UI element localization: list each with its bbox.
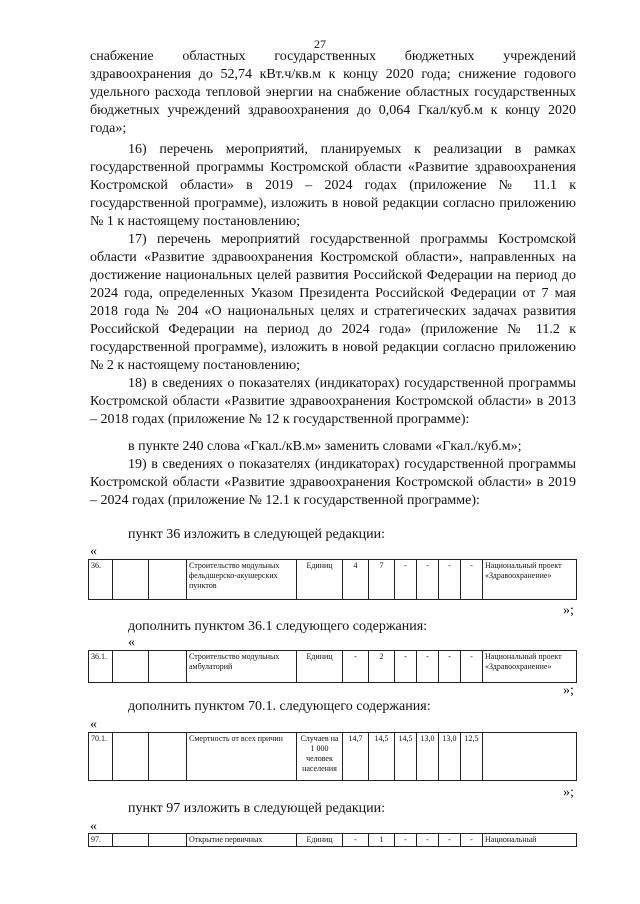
close-quote: »;: [563, 683, 574, 698]
cell-project: Национальный: [483, 834, 577, 847]
instruction-item-36-1: дополнить пунктом 36.1 следующего содержания:: [128, 619, 428, 634]
cell-value: 7: [369, 560, 395, 600]
paragraph-item-17: 17) перечень мероприятий государственной программы Костромской области «Развитие здравоохранения Костромской области», направленных на достижение национальных целей развития Российской Федерации на период до 2024 года, определенных Указом Президента Российской Федерации от 7 мая 2018 года № 204 «О национальных целях и стратегических задачах развития Российской Федерации на период до 2024 года» (приложение № 11.2 к государственной программе), изложить в новой редакции согласно приложению № 2 к настоящему постановлению;: [90, 232, 576, 373]
cell-empty: [113, 733, 149, 781]
cell-empty: [149, 834, 187, 847]
page-number: 27: [314, 37, 326, 51]
cell-project: [483, 733, 577, 781]
cell-value: -: [395, 651, 417, 683]
cell-number: 70.1.: [89, 733, 113, 781]
cell-number: 36.1.: [89, 651, 113, 683]
cell-value: 14,5: [395, 733, 417, 781]
close-quote: »;: [563, 785, 574, 800]
cell-project: Национальный проект «Здравоохранение»: [483, 560, 577, 600]
cell-indicator-name: Смертность от всех причин: [187, 733, 297, 781]
cell-number: 36.: [89, 560, 113, 600]
cell-value: 2: [369, 651, 395, 683]
cell-value: -: [417, 651, 439, 683]
open-quote: «: [90, 819, 97, 834]
cell-value: 14,7: [343, 733, 369, 781]
cell-unit: Единиц: [297, 834, 343, 847]
cell-value: 12,5: [461, 733, 483, 781]
close-quote: »;: [563, 603, 574, 618]
paragraph-item-16: 16) перечень мероприятий, планируемых к реализации в рамках государственной программы Костромской области «Развитие здравоохранения Костромской области» в 2019 – 2024 годах (приложение № 11.1 к государственной программе), изложить в новой редакции согласно приложению № 1 к настоящему постановлению;: [90, 142, 576, 229]
cell-empty: [149, 651, 187, 683]
paragraph-item-18: 18) в сведениях о показателях (индикаторах) государственной программы Костромской области «Развитие здравоохранения Костромской области» в 2013 – 2018 годах (приложение № 12 к государственной программе):: [90, 376, 576, 427]
cell-indicator-name: Строительство модульных фельдшерско-акушерских пунктов: [187, 560, 297, 600]
cell-value: 14,5: [369, 733, 395, 781]
cell-value: -: [417, 560, 439, 600]
cell-indicator-name: Строительство модульных амбулаторий: [187, 651, 297, 683]
cell-empty: [113, 651, 149, 683]
cell-empty: [113, 834, 149, 847]
cell-empty: [149, 733, 187, 781]
open-quote: «: [90, 717, 97, 732]
cell-indicator-name: Открытие первичных: [187, 834, 297, 847]
cell-unit: Случаев на 1 000 человек населения: [297, 733, 343, 781]
cell-value: -: [417, 834, 439, 847]
cell-empty: [113, 560, 149, 600]
cell-value: 4: [343, 560, 369, 600]
cell-value: -: [439, 651, 461, 683]
instruction-item-97: пункт 97 изложить в следующей редакции:: [128, 801, 385, 816]
table-row-70-1: [88, 732, 577, 781]
paragraph-item-18-change: в пункте 240 слова «Гкал./кВ.м» заменить словами «Гкал./куб.м»;: [128, 439, 522, 454]
cell-value: -: [461, 651, 483, 683]
cell-value: -: [461, 560, 483, 600]
cell-value: -: [343, 834, 369, 847]
table-row-36: [88, 559, 577, 600]
open-quote: «: [90, 544, 97, 559]
cell-empty: [149, 560, 187, 600]
paragraph-energy-targets: снабжение областных государственных бюджетных учреждений здравоохранения до 52,74 кВт.ч/кв.м к концу 2020 года; снижение годового удельного расхода тепловой энергии на снабжение областных государственных бюджетных учреждений здравоохранения до 0,064 Гкал/куб.м к концу 2020 года»;: [90, 49, 576, 136]
cell-value: 13,0: [417, 733, 439, 781]
instruction-item-70-1: дополнить пунктом 70.1. следующего содержания:: [128, 699, 431, 714]
cell-value: -: [395, 560, 417, 600]
cell-value: -: [343, 651, 369, 683]
cell-project: Национальный проект «Здравоохранение»: [483, 651, 577, 683]
cell-value: -: [439, 560, 461, 600]
open-quote: «: [128, 635, 135, 650]
cell-value: -: [461, 834, 483, 847]
cell-value: 1: [369, 834, 395, 847]
instruction-item-36: пункт 36 изложить в следующей редакции:: [128, 527, 385, 542]
paragraph-item-19: 19) в сведениях о показателях (индикаторах) государственной программы Костромской области «Развитие здравоохранения Костромской области» в 2019 – 2024 годах (приложение № 12.1 к государственной программе):: [90, 457, 576, 508]
cell-value: 13,0: [439, 733, 461, 781]
cell-unit: Единиц: [297, 560, 343, 600]
table-row-97: [88, 833, 577, 847]
table-row-36-1: [88, 650, 577, 683]
cell-value: -: [395, 834, 417, 847]
cell-value: -: [439, 834, 461, 847]
cell-number: 97.: [89, 834, 113, 847]
cell-unit: Единиц: [297, 651, 343, 683]
